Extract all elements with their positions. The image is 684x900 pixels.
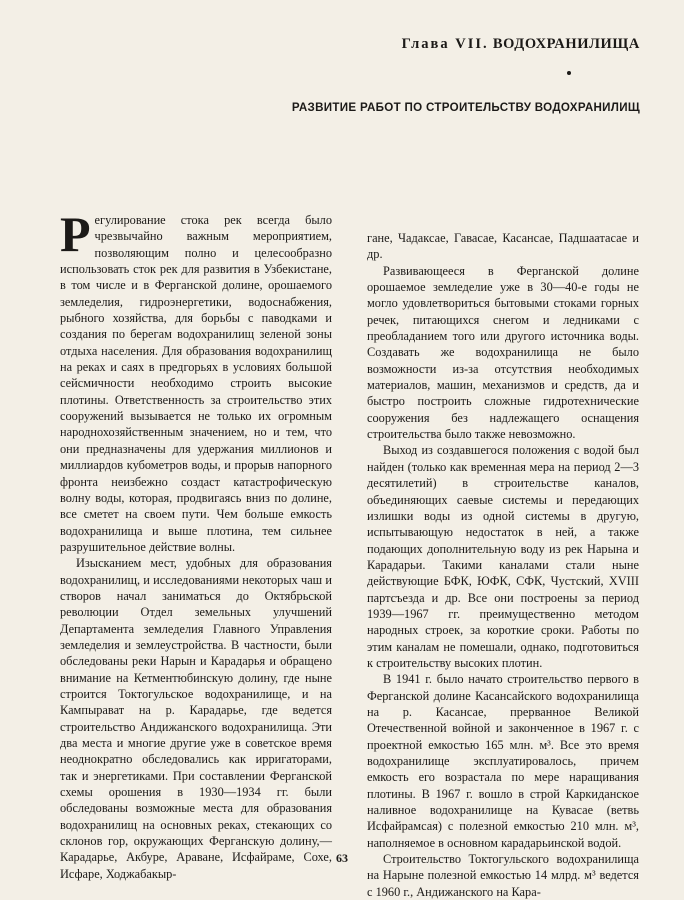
paragraph-1 xyxy=(60,206,332,555)
right-column xyxy=(367,230,639,900)
chapter-title: ВОДОХРАНИЛИЩА xyxy=(492,36,640,52)
paragraph-4: Выход из создавшегося положения с водой был найден (только как временная мера на период 2—3 десятилетий) в строительстве каналов, объединяющих саевые системы и передающих излишки воды из одной системы в другую, испытывающую недостаток в ней, а также подающих дополнительную воду из рек Нарына и Карадарьи. Такими каналами стали ныне действующие БФК, ЮФК, СФК, Чустский, XVIII партсъезда и др. Все они построены за период 1939—1967 гг. преимущественно методом народных строек, за короткие сроки. Работы по этим каналам не помешали, однако, подготовиться к строительству высоких плотин. xyxy=(367,443,639,670)
paragraph-5: В 1941 г. было начато строительство первого в Ферганской долине Касансайского водохранилища на р. Касансае, прерванное Великой Отечественной войной и законченное в 1967 г. с проектной емкостью 165 млн. м³. Все это время водохранилище эксплуатировалось, причем емкость его возрастала по мере наращивания плотины. В 1967 г. вошло в строй Каркиданское наливное водохранилище на Кувасае (ветвь Исфайрамсая) с полезной емкостью 210 млн. м³, наполняемое в основном карадарьинской водой. xyxy=(367,672,639,850)
drop-cap: Р xyxy=(60,206,91,262)
page-number: 63 xyxy=(336,851,348,865)
paragraph-6: Строительство Токтогульского водохранилища на Нарыне полезной емкостью 14 млрд. м³ ведется с 1960 г., Андижанского на Кара- xyxy=(367,852,639,899)
left-column xyxy=(60,206,332,882)
paragraph-2: Изысканием мест, удобных для образования водохранилищ, и исследованиями некоторых чаш и створов начал заниматься до Октябрьской революции Отдел земельных улучшений Департамента земледелия Главного Управления земледелия и землеустройства. В частности, были обследованы реки Нарын и Карадарья и обращено внимание на Кетментюбинскую долину, где ныне строится Токтогульское водохранилище, и на Кампырават на р. Карадарье, где ведется строительство Андижанского водохранилища. Эти два места и многие другие уже в советское время неоднократно обследовались как ирригаторами, так и энергетиками. При составлении Ферганской схемы орошения в 1930—1934 гг. были обследованы возможные места для образования водохранилищ на основных реках, стекающих со склонов гор, окружающих Ферганскую долину,— Карадарье, Акбуре, Араване, Исфайраме, Сохе, Исфаре, Ходжабакыр- xyxy=(60,556,332,881)
chapter-heading xyxy=(300,36,640,53)
section-title: РАЗВИТИЕ РАБОТ ПО СТРОИТЕЛЬСТВУ ВОДОХРАНИЛИЩ xyxy=(291,101,640,114)
chapter-prefix: Глава VII. xyxy=(401,36,489,52)
ornament-dot xyxy=(567,71,571,75)
paragraph-1-text: егулирование стока рек всегда было чрезвычайно важным мероприятием, позволяющим полно и целесообразно использовать сток рек для развития в Узбекистане, в том числе и в Ферганской долине, орошаемого земледелия, гидроэнергетики, водоснабжения, рыбного хозяйства, для борьбы с паводками и создания по берегам водохранилищ зеленой зоны отдыха населения. Для образования водохранилищ на реках и саях в предгорьях в условиях большой сейсмичности необходимо строить высокие плотины. Ответственность за строительство этих сооружений вызывается не только их огромным народнохозяйственным значением, но и тем, что они предназначены для удержания миллионов и миллиардов кубометров воды, и прорыв напорного фронта неизбежно создаст катастрофическую волну воды, которая, продвигаясь вниз по долине, все сметет на своем пути. Чем больше емкость водохранилища и выше плотина, тем сильнее разрушительное действие волны. xyxy=(60,213,332,554)
paragraph-3: Развивающееся в Ферганской долине орошаемое земледелие уже в 30—40-е годы не могло удовлетвориться бытовыми стоками горных речек, питающихся снегом и ледниками с преобладанием того или другого источника воды. Создавать же водохранилища не было возможности из-за отсутствия необходимых материалов, машин, механизмов и средств, да и быстро построить сложные гидротехнические сооружения без надлежащего оснащения строительства было также невозможно. xyxy=(367,263,639,442)
paragraph-continued: гане, Чадаксае, Гавасае, Касансае, Падшаатасае и др. xyxy=(367,231,639,262)
